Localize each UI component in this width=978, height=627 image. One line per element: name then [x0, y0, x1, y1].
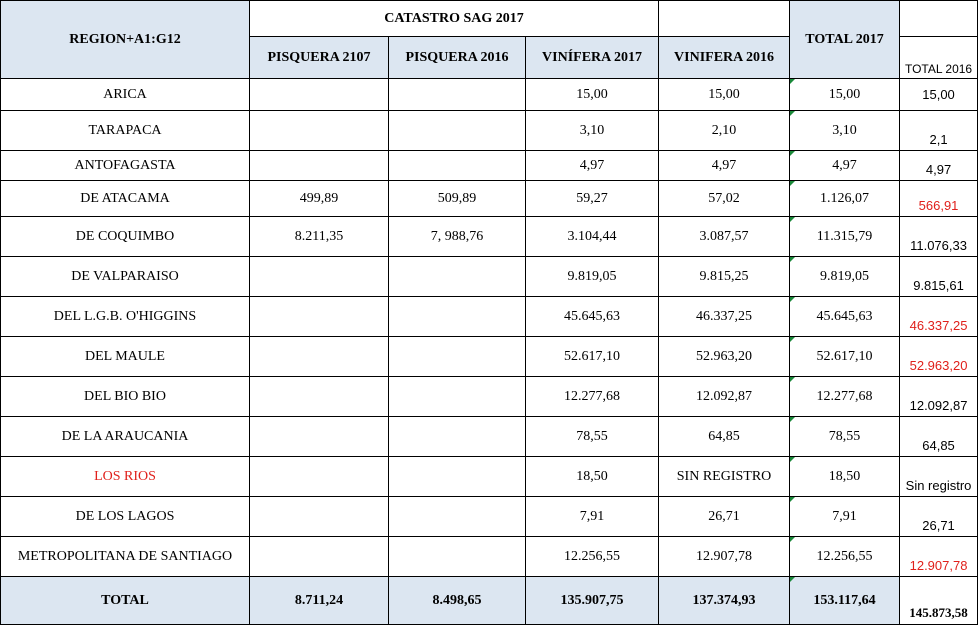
total-pisquera-2016: 8.498,65	[389, 577, 526, 625]
total-2016-cell: 26,71	[900, 497, 978, 537]
pisquera-2016-cell	[389, 417, 526, 457]
vinifera-2016-cell: 3.087,57	[659, 217, 790, 257]
blank-header-cell-right	[900, 1, 978, 37]
total-vinifera-2017: 135.907,75	[526, 577, 659, 625]
pisquera-2016-cell	[389, 297, 526, 337]
vinifera-2016-cell: 12.907,78	[659, 537, 790, 577]
table-row	[1, 111, 978, 151]
total-2017-cell: 9.819,05	[790, 257, 900, 297]
table-row	[1, 257, 978, 297]
total-2017-cell: 4,97	[790, 151, 900, 181]
vinifera-2017-cell: 12.277,68	[526, 377, 659, 417]
vinifera-2017-cell: 18,50	[526, 457, 659, 497]
region-cell: ARICA	[1, 79, 250, 111]
total-2017-cell: 45.645,63	[790, 297, 900, 337]
table-row	[1, 337, 978, 377]
table-row	[1, 217, 978, 257]
pisquera-2107-cell	[250, 257, 389, 297]
region-cell: TARAPACA	[1, 111, 250, 151]
table-row	[1, 79, 978, 111]
total-vinifera-2016: 137.374,93	[659, 577, 790, 625]
pisquera-2016-cell	[389, 377, 526, 417]
vinifera-2016-cell: 12.092,87	[659, 377, 790, 417]
region-cell: DE ATACAMA	[1, 181, 250, 217]
pisquera-2016-cell: 509,89	[389, 181, 526, 217]
total-2016-cell: 64,85	[900, 417, 978, 457]
pisquera-2107-cell: 8.211,35	[250, 217, 389, 257]
vinifera-2016-cell: 26,71	[659, 497, 790, 537]
total-2017-cell: 7,91	[790, 497, 900, 537]
table-row	[1, 181, 978, 217]
vinifera-2016-cell: 64,85	[659, 417, 790, 457]
total-2017-cell: 11.315,79	[790, 217, 900, 257]
vinifera-2016-cell: 57,02	[659, 181, 790, 217]
total-2016-header: TOTAL 2016	[900, 37, 978, 79]
vinifera-2016-cell: 46.337,25	[659, 297, 790, 337]
pisquera-2107-cell	[250, 79, 389, 111]
blank-header-cell	[659, 1, 790, 37]
vinifera-2017-cell: 4,97	[526, 151, 659, 181]
vinifera-2017-cell: 59,27	[526, 181, 659, 217]
vinifera-2017-cell: 3,10	[526, 111, 659, 151]
total-2017-cell: 18,50	[790, 457, 900, 497]
vinifera-2017-cell: 78,55	[526, 417, 659, 457]
table-row	[1, 151, 978, 181]
pisquera-2016-cell	[389, 337, 526, 377]
vinifera-2016-cell: SIN REGISTRO	[659, 457, 790, 497]
region-cell: DEL BIO BIO	[1, 377, 250, 417]
total-2017-cell: 52.617,10	[790, 337, 900, 377]
pisquera-2016-cell	[389, 457, 526, 497]
total-2017-cell: 12.277,68	[790, 377, 900, 417]
col-header-vinifera-2017: VINÍFERA 2017	[526, 37, 659, 79]
region-cell: DE VALPARAISO	[1, 257, 250, 297]
total-2016-cell: 566,91	[900, 181, 978, 217]
pisquera-2016-cell	[389, 79, 526, 111]
pisquera-2107-cell	[250, 297, 389, 337]
table-row	[1, 497, 978, 537]
table-row	[1, 297, 978, 337]
vinifera-2017-cell: 9.819,05	[526, 257, 659, 297]
total-2016-cell: 15,00	[900, 79, 978, 111]
total-2016-sum: 145.873,58	[900, 577, 978, 625]
pisquera-2107-cell	[250, 151, 389, 181]
vinifera-2017-cell: 45.645,63	[526, 297, 659, 337]
total-2016-cell: 11.076,33	[900, 217, 978, 257]
region-cell: ANTOFAGASTA	[1, 151, 250, 181]
region-cell: METROPOLITANA DE SANTIAGO	[1, 537, 250, 577]
col-header-vinifera-2016: VINIFERA 2016	[659, 37, 790, 79]
pisquera-2107-cell	[250, 417, 389, 457]
total-2016-cell: 46.337,25	[900, 297, 978, 337]
total-label-cell: TOTAL	[1, 577, 250, 625]
vinifera-2017-cell: 12.256,55	[526, 537, 659, 577]
vinifera-2017-cell: 52.617,10	[526, 337, 659, 377]
pisquera-2107-cell	[250, 377, 389, 417]
vinifera-2016-cell: 2,10	[659, 111, 790, 151]
table-row	[1, 377, 978, 417]
total-2017-cell: 15,00	[790, 79, 900, 111]
total-2016-cell: Sin registro	[900, 457, 978, 497]
total-2016-cell: 9.815,61	[900, 257, 978, 297]
pisquera-2107-cell	[250, 337, 389, 377]
pisquera-2107-cell	[250, 111, 389, 151]
table-row	[1, 537, 978, 577]
total-2016-cell: 4,97	[900, 151, 978, 181]
region-cell: DE LA ARAUCANIA	[1, 417, 250, 457]
pisquera-2107-cell: 499,89	[250, 181, 389, 217]
region-cell: LOS RIOS	[1, 457, 250, 497]
region-cell: DEL L.G.B. O'HIGGINS	[1, 297, 250, 337]
catastro-header: CATASTRO SAG 2017	[250, 1, 659, 37]
pisquera-2016-cell	[389, 151, 526, 181]
vinifera-2016-cell: 52.963,20	[659, 337, 790, 377]
total-2017-header: TOTAL 2017	[790, 1, 900, 79]
vinifera-2017-cell: 3.104,44	[526, 217, 659, 257]
pisquera-2016-cell	[389, 497, 526, 537]
region-header: REGION+A1:G12	[1, 1, 250, 79]
region-cell: DE LOS LAGOS	[1, 497, 250, 537]
total-2016-cell: 52.963,20	[900, 337, 978, 377]
total-2016-cell: 2,1	[900, 111, 978, 151]
col-header-pisquera-2016: PISQUERA 2016	[389, 37, 526, 79]
vinifera-2017-cell: 15,00	[526, 79, 659, 111]
total-pisquera-2107: 8.711,24	[250, 577, 389, 625]
table-row	[1, 457, 978, 497]
pisquera-2016-cell	[389, 257, 526, 297]
total-2017-cell: 12.256,55	[790, 537, 900, 577]
pisquera-2107-cell	[250, 497, 389, 537]
vinifera-2016-cell: 15,00	[659, 79, 790, 111]
total-row	[1, 577, 978, 625]
pisquera-2016-cell	[389, 537, 526, 577]
total-2017-sum: 153.117,64	[790, 577, 900, 625]
table-row	[1, 417, 978, 457]
pisquera-2107-cell	[250, 537, 389, 577]
total-2017-cell: 3,10	[790, 111, 900, 151]
vinifera-2016-cell: 4,97	[659, 151, 790, 181]
pisquera-2016-cell	[389, 111, 526, 151]
pisquera-2107-cell	[250, 457, 389, 497]
col-header-pisquera-2107: PISQUERA 2107	[250, 37, 389, 79]
total-2016-cell: 12.092,87	[900, 377, 978, 417]
pisquera-2016-cell: 7, 988,76	[389, 217, 526, 257]
region-cell: DE COQUIMBO	[1, 217, 250, 257]
region-cell: DEL MAULE	[1, 337, 250, 377]
total-2017-cell: 78,55	[790, 417, 900, 457]
vinifera-2017-cell: 7,91	[526, 497, 659, 537]
total-2016-cell: 12.907,78	[900, 537, 978, 577]
vinifera-2016-cell: 9.815,25	[659, 257, 790, 297]
total-2017-cell: 1.126,07	[790, 181, 900, 217]
